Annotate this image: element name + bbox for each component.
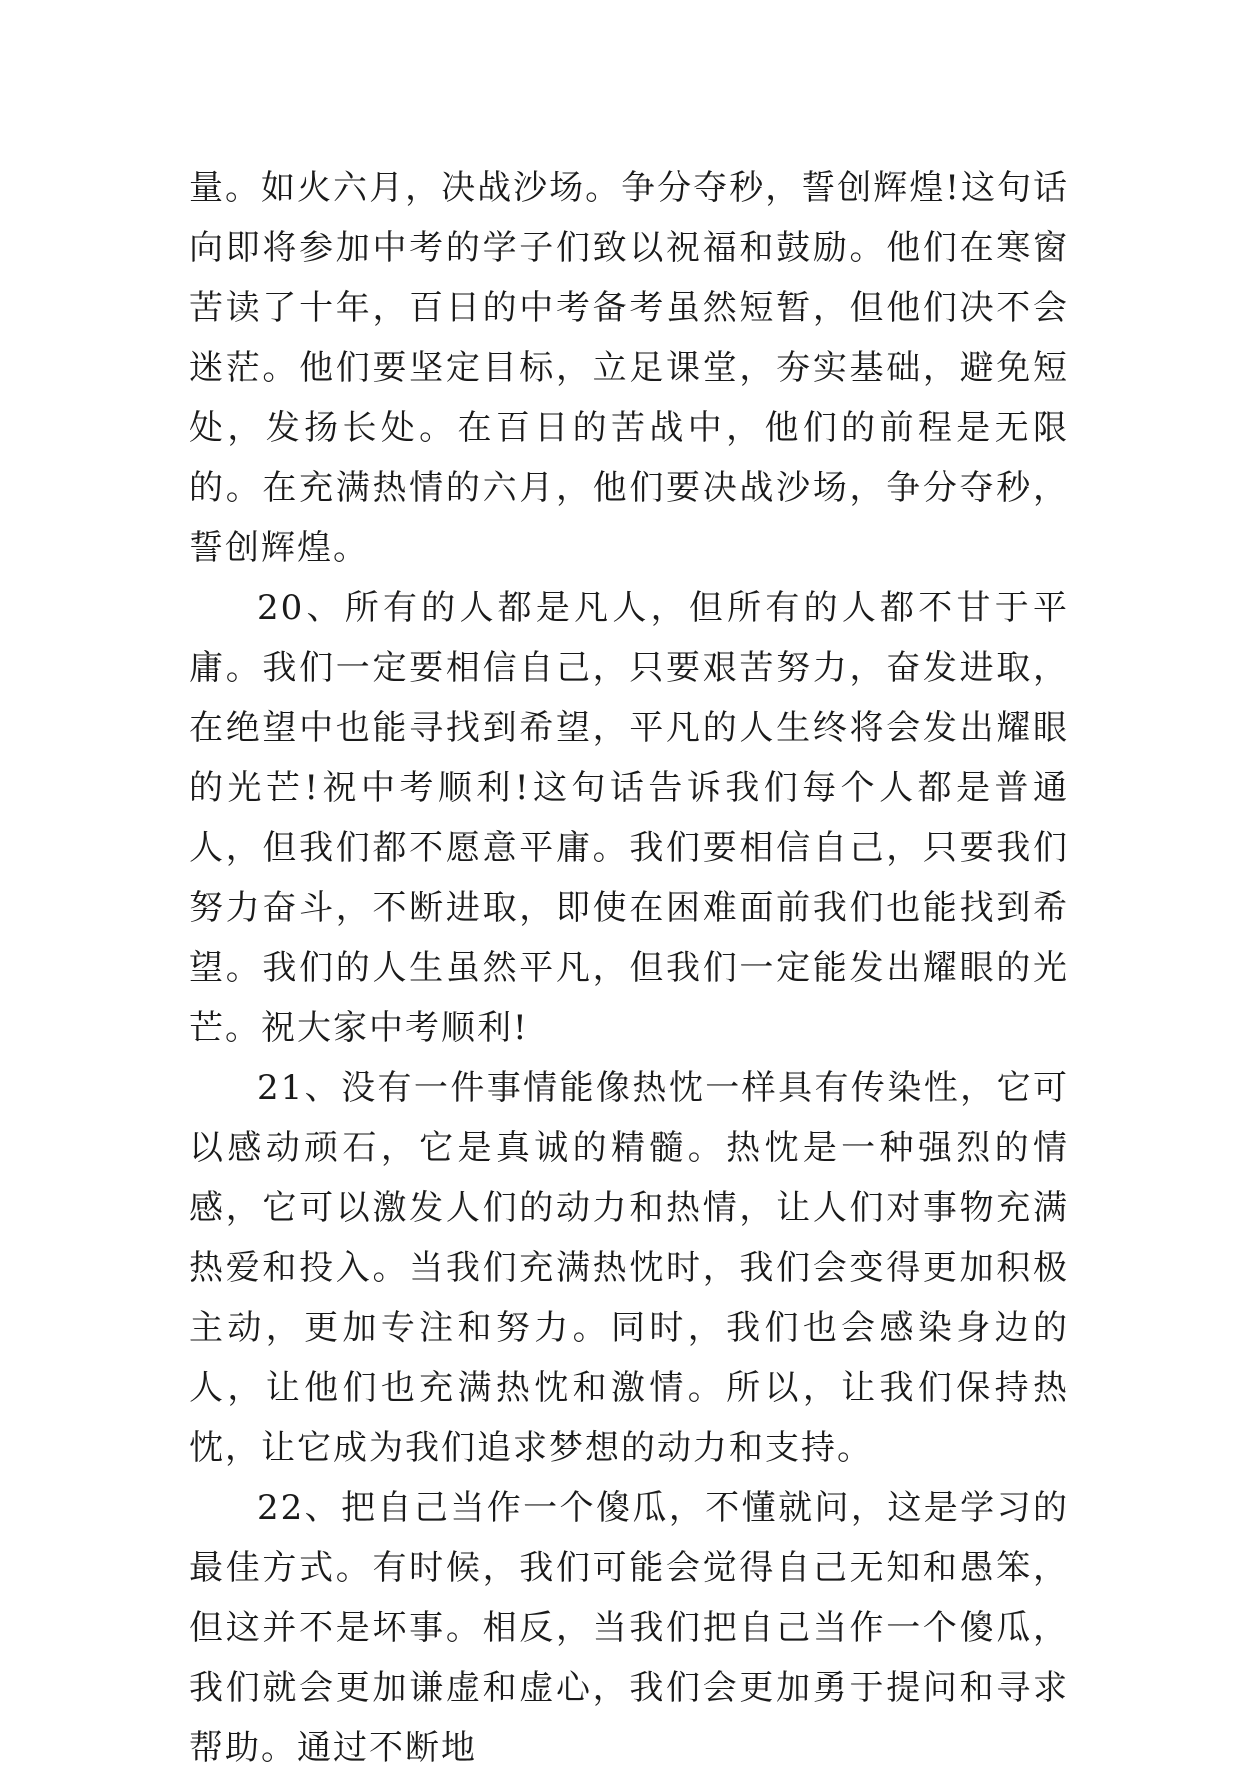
document-body — [189, 158, 1069, 1778]
paragraph-continuation: 量。如火六月，决战沙场。争分夺秒，誓创辉煌!这句话向即将参加中考的学子们致以祝福和鼓励。他们在寒窗苦读了十年，百日的中考备考虽然短暂，但他们决不会迷茫。他们要坚定目标，立足课堂，夯实基础，避免短处，发扬长处。在百日的苦战中，他们的前程是无限的。在充满热情的六月，他们要决战沙场，争分夺秒，誓创辉煌。 — [189, 168, 1069, 568]
paragraph-21: 21、没有一件事情能像热忱一样具有传染性，它可以感动顽石，它是真诚的精髓。热忱是一种强烈的情感，它可以激发人们的动力和热情，让人们对事物充满热爱和投入。当我们充满热忱时，我们会变得更加积极主动，更加专注和努力。同时，我们也会感染身边的人，让他们也充满热忱和激情。所以，让我们保持热忱，让它成为我们追求梦想的动力和支持。 — [189, 1068, 1069, 1468]
paragraph-20: 20、所有的人都是凡人，但所有的人都不甘于平庸。我们一定要相信自己，只要艰苦努力，奋发进取，在绝望中也能寻找到希望，平凡的人生终将会发出耀眼的光芒!祝中考顺利!这句话告诉我们每个人都是普通人，但我们都不愿意平庸。我们要相信自己，只要我们努力奋斗，不断进取，即使在困难面前我们也能找到希望。我们的人生虽然平凡，但我们一定能发出耀眼的光芒。祝大家中考顺利! — [189, 588, 1069, 1048]
paragraph-22: 22、把自己当作一个傻瓜，不懂就问，这是学习的最佳方式。有时候，我们可能会觉得自己无知和愚笨，但这并不是坏事。相反，当我们把自己当作一个傻瓜，我们就会更加谦虚和虚心，我们会更加勇于提问和寻求帮助。通过不断地 — [189, 1488, 1069, 1768]
